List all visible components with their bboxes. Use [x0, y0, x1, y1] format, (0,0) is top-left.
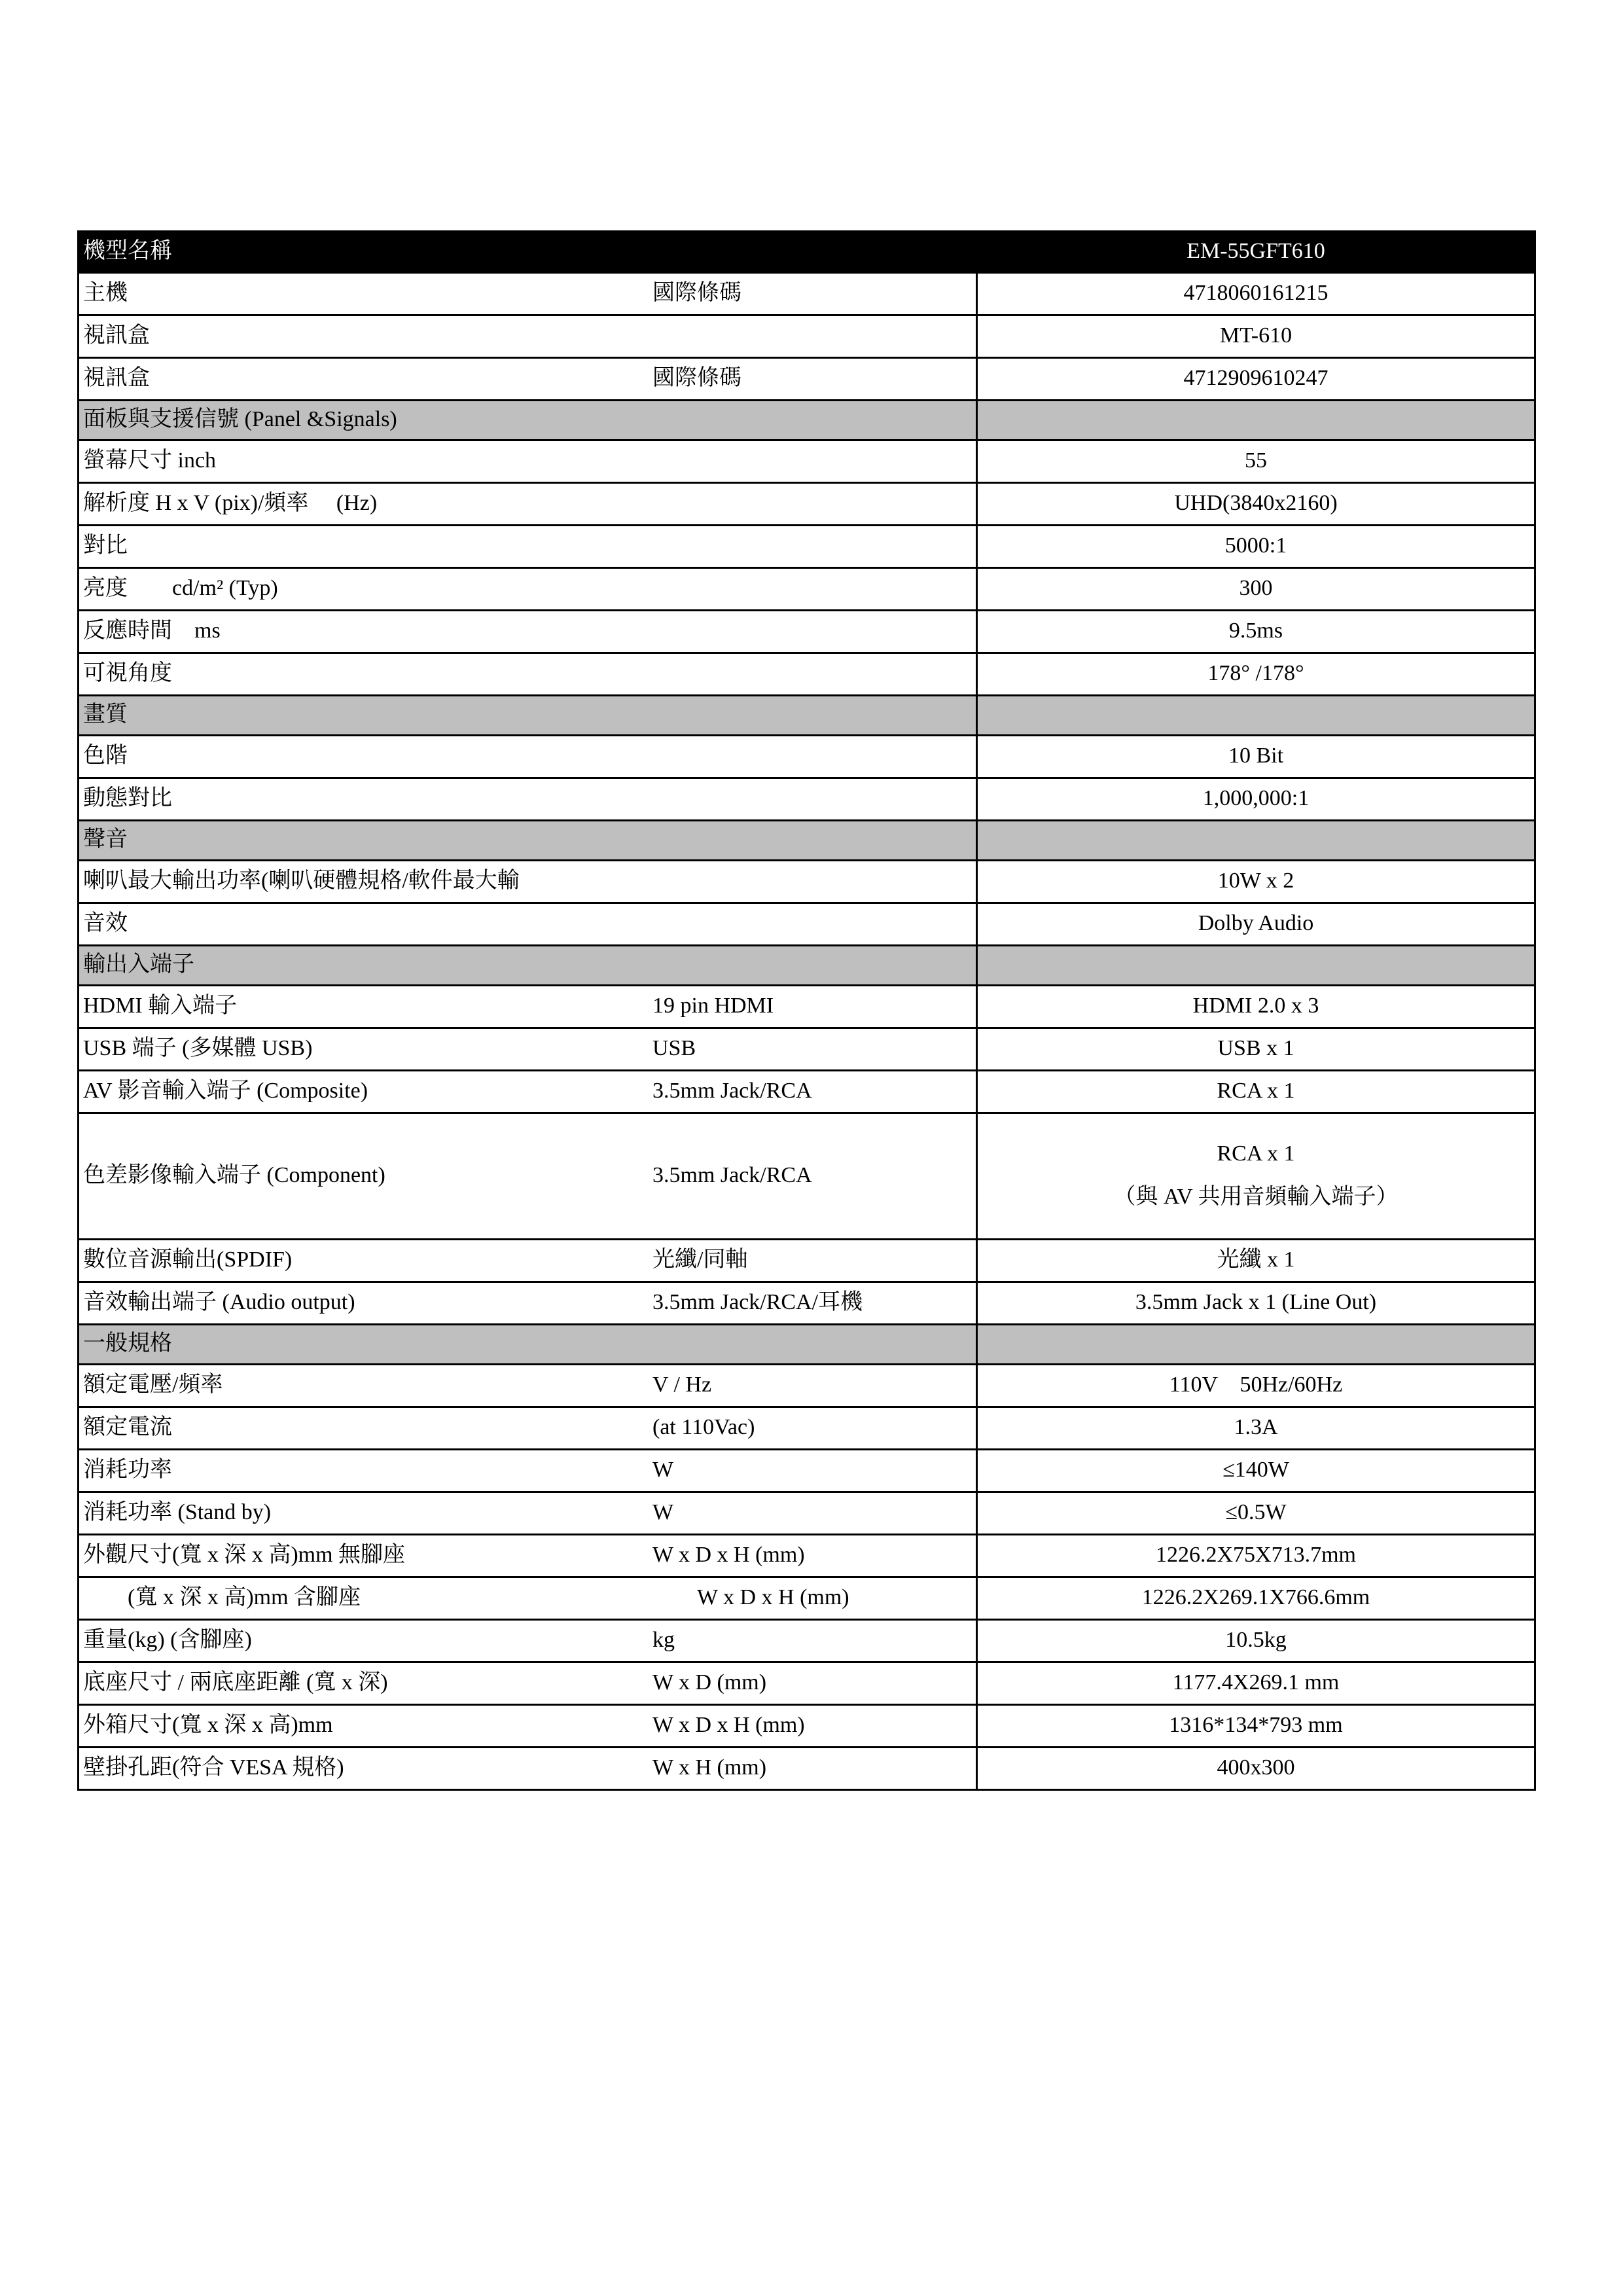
- spec-label-cell: [79, 1071, 977, 1113]
- spec-label-cell: [79, 315, 977, 358]
- spec-label-row: [79, 1624, 976, 1658]
- spec-label-row: [79, 444, 976, 478]
- spec-label-cell: [79, 568, 977, 611]
- spec-value: 1316*134*793 mm: [1169, 1712, 1343, 1737]
- spec-label-row: [79, 823, 976, 857]
- table-row: [79, 736, 1535, 778]
- spec-label-row: [79, 235, 976, 269]
- spec-value-block: [978, 571, 1534, 607]
- spec-value-block: [978, 234, 1534, 270]
- spec-value: RCA x 1: [1217, 1078, 1295, 1103]
- spec-label-row: [79, 907, 976, 941]
- spec-value-block: [978, 361, 1534, 397]
- table-row: [79, 483, 1535, 526]
- spec-value-block: [978, 318, 1534, 355]
- spec-value-cell: [977, 736, 1535, 778]
- spec-value-block: [978, 528, 1534, 565]
- spec-value-block: [978, 1665, 1534, 1702]
- spec-label-row: [79, 1286, 976, 1320]
- spec-label: 消耗功率 (Stand by): [83, 1499, 272, 1524]
- spec-label: 外觀尺寸(寬 x 深 x 高)mm 無腳座: [83, 1542, 406, 1567]
- spec-label-cell: [79, 1325, 977, 1365]
- spec-value-block: [978, 486, 1534, 522]
- spec-value: 9.5ms: [1228, 618, 1283, 643]
- table-row: [79, 1407, 1535, 1450]
- spec-value-cell: [977, 401, 1535, 440]
- spec-value: 10W x 2: [1217, 868, 1294, 893]
- spec-value-block: [978, 276, 1534, 312]
- table-row: [79, 1071, 1535, 1113]
- spec-value-block: [978, 1339, 1534, 1350]
- spec-unit-label: V / Hz: [652, 1372, 712, 1397]
- table-row: [79, 1705, 1535, 1748]
- spec-label-row: [79, 990, 976, 1024]
- spec-value-block: [978, 710, 1534, 721]
- spec-label-cell: [79, 401, 977, 440]
- table-row: [79, 1240, 1535, 1282]
- spec-value-block: [978, 1136, 1534, 1216]
- spec-value-cell: [977, 1240, 1535, 1282]
- table-row: [79, 1450, 1535, 1492]
- spec-value: 1226.2X75X713.7mm: [1156, 1542, 1356, 1567]
- table-row: [79, 903, 1535, 946]
- spec-label: USB 端子 (多媒體 USB): [83, 1035, 313, 1060]
- spec-label: 可視角度: [83, 660, 172, 685]
- table-row: [79, 1620, 1535, 1662]
- spec-label-row: [79, 657, 976, 691]
- spec-unit-label: W x D (mm): [652, 1670, 767, 1695]
- spec-label: 輸出入端子: [83, 952, 194, 977]
- spec-value: HDMI 2.0 x 3: [1192, 993, 1319, 1018]
- spec-value: 1226.2X269.1X766.6mm: [1141, 1585, 1370, 1609]
- spec-value-cell: [977, 1365, 1535, 1407]
- table-row: [79, 315, 1535, 358]
- spec-label-cell: [79, 986, 977, 1028]
- spec-label-cell: [79, 1365, 977, 1407]
- spec-value: 300: [1239, 575, 1273, 600]
- spec-value-block: [978, 781, 1534, 817]
- spec-unit-label: 國際條碼: [652, 280, 741, 305]
- spec-value-cell: [977, 1577, 1535, 1620]
- spec-label: 聲音: [83, 827, 128, 852]
- spec-label-row: [79, 740, 976, 774]
- spec-label-cell: [79, 736, 977, 778]
- spec-label-cell: [79, 1620, 977, 1662]
- spec-value-cell: [977, 1282, 1535, 1325]
- spec-value-block: [978, 1580, 1534, 1617]
- spec-value-cell: [977, 653, 1535, 696]
- spec-value-cell: [977, 946, 1535, 986]
- spec-label-row: [79, 1369, 976, 1403]
- spec-label-cell: [79, 273, 977, 315]
- spec-label-row: [79, 487, 976, 521]
- spec-label-row: [79, 1454, 976, 1488]
- spec-value-block: [978, 1410, 1534, 1446]
- spec-label: 面板與支援信號 (Panel &Signals): [83, 406, 397, 431]
- table-row: [79, 696, 1535, 736]
- spec-label: 額定電壓/頻率: [83, 1372, 223, 1397]
- spec-label-row: [79, 319, 976, 353]
- spec-label: 畫質: [83, 702, 128, 726]
- spec-value-block: [978, 1285, 1534, 1321]
- spec-value: 178° /178°: [1207, 660, 1304, 685]
- table-row: [79, 1492, 1535, 1535]
- spec-label: 對比: [83, 533, 128, 558]
- table-row: [79, 986, 1535, 1028]
- spec-value-cell: [977, 861, 1535, 903]
- spec-value: UHD(3840x2160): [1174, 490, 1338, 515]
- spec-label-row: [79, 529, 976, 564]
- spec-label-row: [79, 698, 976, 732]
- spec-value-cell: [977, 903, 1535, 946]
- spec-value-cell: [977, 1705, 1535, 1748]
- spec-value-block: [978, 906, 1534, 942]
- spec-value-cell: [977, 440, 1535, 483]
- spec-label: 反應時間 ms: [83, 618, 221, 643]
- spec-value: 3.5mm Jack x 1 (Line Out): [1135, 1289, 1377, 1314]
- spec-value-block: [978, 738, 1534, 775]
- table-row: [79, 946, 1535, 986]
- table-row: [79, 778, 1535, 821]
- spec-value-cell: [977, 1492, 1535, 1535]
- spec-value-block: [978, 415, 1534, 425]
- spec-label-row: [79, 277, 976, 311]
- spec-label: 音效輸出端子 (Audio output): [83, 1289, 355, 1314]
- spec-value: 1.3A: [1234, 1414, 1278, 1439]
- spec-label-cell: [79, 861, 977, 903]
- spec-value-note: （與 AV 共用音頻輸入端子）: [1113, 1185, 1399, 1209]
- spec-unit-label: W x H (mm): [652, 1755, 767, 1780]
- spec-label-cell: [79, 1282, 977, 1325]
- spec-label-cell: [79, 1492, 977, 1535]
- spec-value: USB x 1: [1217, 1035, 1294, 1060]
- spec-label-cell: [79, 1240, 977, 1282]
- spec-label-cell: [79, 1028, 977, 1071]
- spec-value-block: [978, 1367, 1534, 1404]
- spec-value-block: [978, 443, 1534, 480]
- spec-label-cell: [79, 358, 977, 401]
- spec-label-cell: [79, 1577, 977, 1620]
- spec-label: 重量(kg) (含腳座): [83, 1627, 252, 1652]
- spec-label: 動態對比: [83, 785, 172, 810]
- spec-value-block: [978, 960, 1534, 971]
- spec-value: Dolby Audio: [1198, 910, 1314, 935]
- spec-value-block: [978, 988, 1534, 1025]
- table-row: [79, 273, 1535, 315]
- spec-value: 光纖 x 1: [1217, 1247, 1295, 1272]
- spec-value-block: [978, 835, 1534, 846]
- spec-value: MT-610: [1219, 323, 1293, 348]
- spec-value-block: [978, 1452, 1534, 1489]
- spec-value-cell: [977, 1028, 1535, 1071]
- spec-value: 10 Bit: [1228, 743, 1284, 768]
- table-row: [79, 653, 1535, 696]
- spec-value-cell: [977, 315, 1535, 358]
- table-row: [79, 1325, 1535, 1365]
- table-row: [79, 861, 1535, 903]
- table-row: [79, 1282, 1535, 1325]
- spec-value-cell: [977, 778, 1535, 821]
- spec-label-row: [79, 1751, 976, 1785]
- spec-label: 壁掛孔距(符合 VESA 規格): [83, 1755, 344, 1780]
- spec-value-block: [978, 656, 1534, 692]
- table-row: [79, 232, 1535, 273]
- spec-unit-label: 光纖/同軸: [652, 1247, 748, 1272]
- spec-unit-label: kg: [652, 1627, 675, 1652]
- spec-unit-label: 3.5mm Jack/RCA: [652, 1078, 812, 1103]
- spec-label-cell: [79, 903, 977, 946]
- table-row: [79, 1113, 1535, 1240]
- specification-table-container: [77, 230, 1534, 1791]
- spec-value-cell: [977, 232, 1535, 273]
- spec-label-cell: [79, 821, 977, 861]
- spec-value-cell: [977, 568, 1535, 611]
- table-row: [79, 440, 1535, 483]
- spec-label-row: [79, 1159, 976, 1193]
- spec-label-cell: [79, 1535, 977, 1577]
- spec-value: 10.5kg: [1225, 1627, 1287, 1652]
- spec-label: 螢幕尺寸 inch: [83, 448, 217, 473]
- spec-label-row: [79, 403, 976, 437]
- spec-unit-label: 3.5mm Jack/RCA/耳機: [652, 1289, 863, 1314]
- spec-label: 額定電流: [83, 1414, 172, 1439]
- spec-label: 色階: [83, 743, 128, 768]
- spec-unit-label: W: [652, 1457, 674, 1482]
- spec-label-row: [79, 948, 976, 982]
- spec-label: 主機: [83, 280, 128, 305]
- spec-label: 視訊盒: [83, 323, 150, 348]
- specification-table: [77, 230, 1536, 1791]
- spec-value: 4712909610247: [1183, 365, 1329, 390]
- table-row: [79, 1577, 1535, 1620]
- spec-label-row: [79, 362, 976, 396]
- spec-label: (寬 x 深 x 高)mm 含腳座: [128, 1585, 361, 1609]
- spec-label-cell: [79, 1407, 977, 1450]
- spec-value-block: [978, 1031, 1534, 1067]
- spec-value-cell: [977, 1113, 1535, 1240]
- table-row: [79, 611, 1535, 653]
- spec-value-cell: [977, 1450, 1535, 1492]
- spec-value-cell: [977, 358, 1535, 401]
- spec-value: 5000:1: [1224, 533, 1287, 558]
- spec-value-cell: [977, 821, 1535, 861]
- spec-value-cell: [977, 696, 1535, 736]
- spec-value-cell: [977, 1325, 1535, 1365]
- spec-unit-label: USB: [652, 1035, 696, 1060]
- spec-label: 消耗功率: [83, 1457, 172, 1482]
- spec-label-cell: [79, 1113, 977, 1240]
- spec-label-row: [79, 1496, 976, 1530]
- spec-unit-label: (at 110Vac): [652, 1414, 755, 1439]
- spec-unit-label: 國際條碼: [652, 365, 741, 390]
- table-row: [79, 1028, 1535, 1071]
- spec-value-cell: [977, 1071, 1535, 1113]
- spec-label-cell: [79, 611, 977, 653]
- spec-value-block: [978, 1242, 1534, 1279]
- table-row: [79, 1535, 1535, 1577]
- spec-value-block: [978, 863, 1534, 900]
- spec-value: 4718060161215: [1183, 280, 1329, 305]
- spec-value-cell: [977, 526, 1535, 568]
- spec-label-cell: [79, 946, 977, 986]
- spec-label: 解析度 H x V (pix)/頻率 (Hz): [83, 490, 378, 515]
- spec-value: EM-55GFT610: [1186, 238, 1325, 263]
- spec-label-row: [79, 1244, 976, 1278]
- spec-label-cell: [79, 526, 977, 568]
- table-row: [79, 1365, 1535, 1407]
- spec-value-cell: [977, 1620, 1535, 1662]
- spec-label: AV 影音輸入端子 (Composite): [83, 1078, 368, 1103]
- spec-value-block: [978, 1495, 1534, 1532]
- table-row: [79, 821, 1535, 861]
- spec-value-cell: [977, 1535, 1535, 1577]
- spec-label-cell: [79, 778, 977, 821]
- spec-label-cell: [79, 653, 977, 696]
- spec-label-cell: [79, 1662, 977, 1705]
- spec-label: 喇叭最大輸出功率(喇叭硬體規格/軟件最大輸: [83, 868, 520, 893]
- spec-label: 色差影像輸入端子 (Component): [83, 1162, 385, 1187]
- spec-value: 55: [1245, 448, 1267, 473]
- spec-label-cell: [79, 440, 977, 483]
- spec-label-row: [79, 1327, 976, 1361]
- spec-value: ≤140W: [1222, 1457, 1289, 1482]
- spec-value: 1,000,000:1: [1202, 785, 1310, 810]
- spec-value-block: [978, 1073, 1534, 1110]
- spec-value-block: [978, 1708, 1534, 1744]
- spec-value: 110V 50Hz/60Hz: [1169, 1372, 1343, 1397]
- spec-label-row: [79, 1581, 976, 1615]
- spec-value-cell: [977, 1662, 1535, 1705]
- table-row: [79, 526, 1535, 568]
- spec-value-cell: [977, 1748, 1535, 1790]
- spec-value: RCA x 1: [1217, 1141, 1295, 1166]
- table-row: [79, 1662, 1535, 1705]
- spec-label-row: [79, 865, 976, 899]
- spec-label: HDMI 輸入端子: [83, 993, 238, 1018]
- spec-label-cell: [79, 1450, 977, 1492]
- table-row: [79, 1748, 1535, 1790]
- spec-unit-label: W x D x H (mm): [652, 1712, 805, 1737]
- spec-label-row: [79, 1075, 976, 1109]
- spec-value-cell: [977, 273, 1535, 315]
- spec-label-row: [79, 1709, 976, 1743]
- spec-label-row: [79, 1539, 976, 1573]
- spec-value-cell: [977, 1407, 1535, 1450]
- spec-value-block: [978, 1623, 1534, 1659]
- spec-label: 音效: [83, 910, 128, 935]
- spec-label: 數位音源輸出(SPDIF): [83, 1247, 293, 1272]
- spec-unit-label: 3.5mm Jack/RCA: [652, 1162, 812, 1187]
- spec-label: 視訊盒: [83, 365, 150, 390]
- spec-label: 外箱尺寸(寬 x 深 x 高)mm: [83, 1712, 333, 1737]
- spec-label-cell: [79, 696, 977, 736]
- spec-label-cell: [79, 483, 977, 526]
- spec-label: 機型名稱: [83, 238, 172, 263]
- spec-unit-label: W x D x H (mm): [697, 1585, 849, 1609]
- specification-table-body: [79, 232, 1535, 1790]
- spec-value-cell: [977, 611, 1535, 653]
- spec-label-row: [79, 782, 976, 816]
- spec-label-row: [79, 615, 976, 649]
- spec-label-cell: [79, 1748, 977, 1790]
- spec-label-row: [79, 572, 976, 606]
- spec-label-row: [79, 1032, 976, 1066]
- table-row: [79, 401, 1535, 440]
- spec-label: 底座尺寸 / 兩底座距離 (寬 x 深): [83, 1670, 388, 1695]
- spec-value-block: [978, 1750, 1534, 1787]
- spec-value: ≤0.5W: [1225, 1499, 1287, 1524]
- spec-value: 400x300: [1217, 1755, 1295, 1780]
- spec-label: 一般規格: [83, 1331, 172, 1355]
- spec-value: 1177.4X269.1 mm: [1172, 1670, 1340, 1695]
- spec-value-cell: [977, 483, 1535, 526]
- spec-label: 亮度 cd/m² (Typ): [83, 575, 278, 600]
- spec-label-row: [79, 1411, 976, 1445]
- table-row: [79, 568, 1535, 611]
- spec-unit-label: 19 pin HDMI: [652, 993, 774, 1018]
- spec-value-block: [978, 1537, 1534, 1574]
- spec-label-cell: [79, 232, 977, 273]
- spec-value-block: [978, 613, 1534, 650]
- spec-value-cell: [977, 986, 1535, 1028]
- spec-unit-label: W: [652, 1499, 674, 1524]
- spec-label-cell: [79, 1705, 977, 1748]
- spec-label-row: [79, 1666, 976, 1700]
- spec-unit-label: W x D x H (mm): [652, 1542, 805, 1567]
- table-row: [79, 358, 1535, 401]
